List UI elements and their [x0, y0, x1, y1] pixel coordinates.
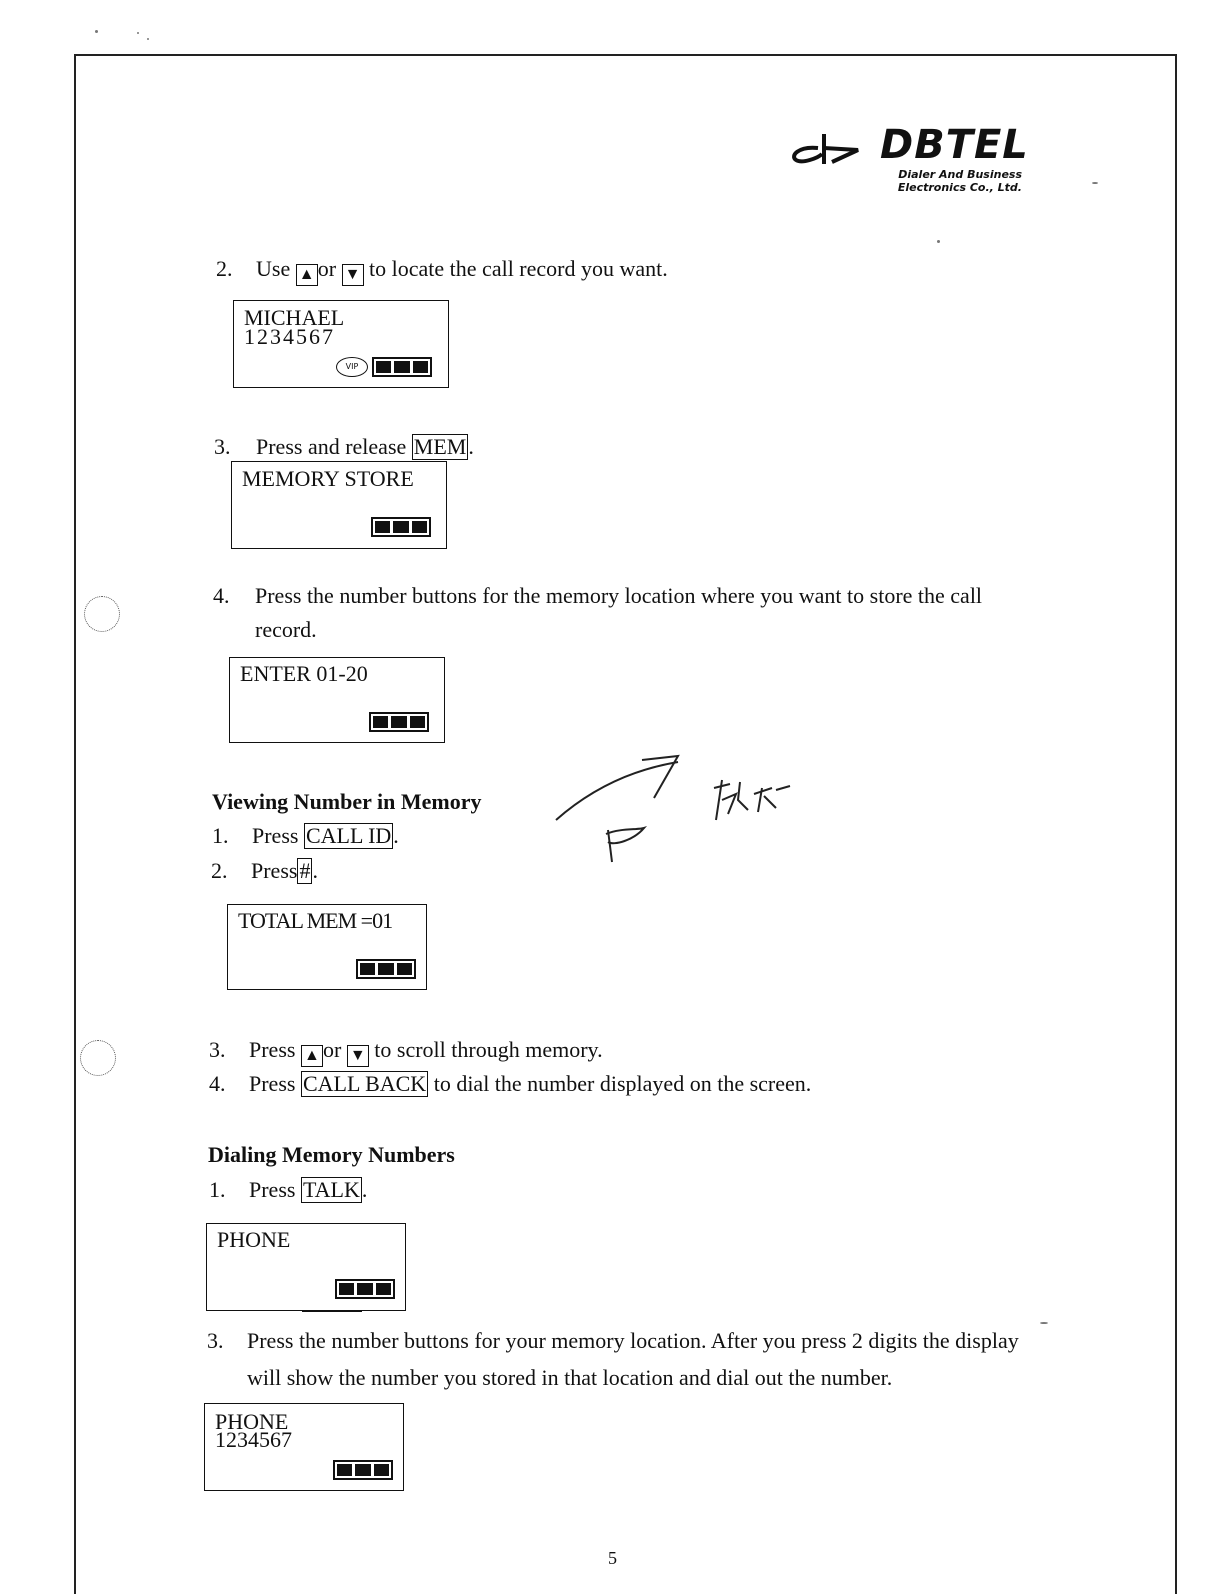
scan-speck	[137, 32, 139, 34]
company-logo	[788, 122, 1038, 200]
up-arrow-key-icon: ▲	[296, 264, 318, 286]
vip-icon: VIP	[336, 357, 368, 377]
lcd-line-1: PHONE	[217, 1227, 291, 1252]
step-text: Press	[249, 1071, 296, 1096]
logo-brand: DBTEL	[880, 122, 1029, 168]
call-back-key: CALL BACK	[302, 1071, 427, 1096]
lcd-display-michael	[233, 300, 449, 388]
lcd-line-1: ENTER 01-20	[240, 661, 368, 686]
step-number: 3.	[207, 1328, 224, 1353]
step-text: .	[361, 1177, 368, 1202]
step-text: .	[393, 823, 399, 848]
step-press-hash	[211, 858, 318, 884]
logo-tagline: Dialer And Business Electronics Co., Ltd.	[897, 168, 1022, 194]
step-text: Press the number buttons for your memory location. After you press 2 digits the display will show the number you stored in that location and dial out the number.	[247, 1328, 1019, 1390]
down-arrow-key-icon: ▼	[347, 1045, 369, 1067]
scan-speck	[1040, 1322, 1048, 1324]
step-press-talk	[209, 1177, 367, 1203]
lcd-display-phone	[206, 1223, 406, 1311]
step-text: to locate the call record you want.	[369, 256, 668, 281]
up-arrow-key-icon: ▲	[301, 1045, 323, 1067]
step-text: Press	[252, 823, 299, 848]
section-heading-viewing: Viewing Number in Memory	[212, 789, 482, 814]
lcd-line-1: MEMORY STORE	[242, 466, 414, 491]
lcd-display-total-mem	[227, 904, 427, 990]
battery-icon	[372, 357, 432, 377]
lcd-display-phone-number	[204, 1403, 404, 1491]
lcd-line-2: 1234567	[215, 1427, 292, 1452]
hash-key: #	[299, 858, 311, 883]
battery-icon	[371, 517, 431, 537]
scan-speck	[95, 30, 98, 33]
scan-speck	[937, 240, 940, 243]
handwritten-annotation	[550, 750, 810, 870]
step-number: 3.	[209, 1037, 226, 1062]
step-text: to scroll through memory.	[374, 1037, 603, 1062]
step-press-mem	[214, 434, 474, 460]
step-text: Press	[251, 858, 298, 883]
scan-speck	[1092, 182, 1098, 184]
step-dial-location	[207, 1322, 1027, 1396]
battery-icon	[356, 959, 416, 979]
step-number: 1.	[209, 1177, 226, 1202]
step-press-call-id	[212, 823, 399, 849]
lcd-display-memory-store	[231, 461, 447, 549]
step-text: Press	[249, 1177, 296, 1202]
step-text: Press the number buttons for the memory location where you want to store the call record.	[255, 583, 983, 642]
logo-mark-icon	[788, 134, 868, 174]
lcd-line-2: 1234567	[244, 324, 335, 349]
mem-key: MEM	[413, 434, 467, 459]
step-number: 4.	[213, 583, 230, 608]
lcd-line-1: PHONE	[215, 1409, 289, 1434]
step-text: or	[317, 256, 337, 281]
talk-key: TALK	[302, 1177, 360, 1202]
battery-icon	[369, 712, 429, 732]
step-number: 3.	[214, 434, 231, 459]
step-text: Use	[256, 256, 291, 281]
scan-speck	[147, 38, 149, 40]
section-heading-dialing: Dialing Memory Numbers	[208, 1142, 455, 1167]
step-number: 2.	[211, 858, 228, 883]
step-text: or	[322, 1037, 342, 1062]
down-arrow-key-icon: ▼	[342, 264, 364, 286]
step-number: 2.	[216, 256, 233, 281]
display-underline	[302, 1311, 362, 1312]
lcd-line-1: MICHAEL	[244, 305, 345, 330]
punch-hole	[80, 1040, 116, 1076]
step-text: to dial the number displayed on the screen.	[433, 1071, 812, 1096]
step-number: 1.	[212, 823, 229, 848]
step-text: .	[468, 434, 474, 459]
step-scroll-memory	[209, 1037, 603, 1067]
call-id-key: CALL ID	[305, 823, 392, 848]
step-text: Press and release	[256, 434, 407, 459]
step-call-back	[209, 1071, 811, 1097]
page-number: 5	[608, 1548, 617, 1568]
step-store-location	[213, 579, 1003, 647]
battery-icon	[335, 1279, 395, 1299]
battery-icon	[333, 1460, 393, 1480]
lcd-display-enter	[229, 657, 445, 743]
punch-hole	[84, 596, 120, 632]
step-text: .	[312, 858, 318, 883]
step-number: 4.	[209, 1071, 226, 1096]
step-text: Press	[249, 1037, 296, 1062]
step-locate-record	[216, 256, 668, 286]
lcd-line-1: TOTAL MEM =01	[238, 908, 393, 933]
